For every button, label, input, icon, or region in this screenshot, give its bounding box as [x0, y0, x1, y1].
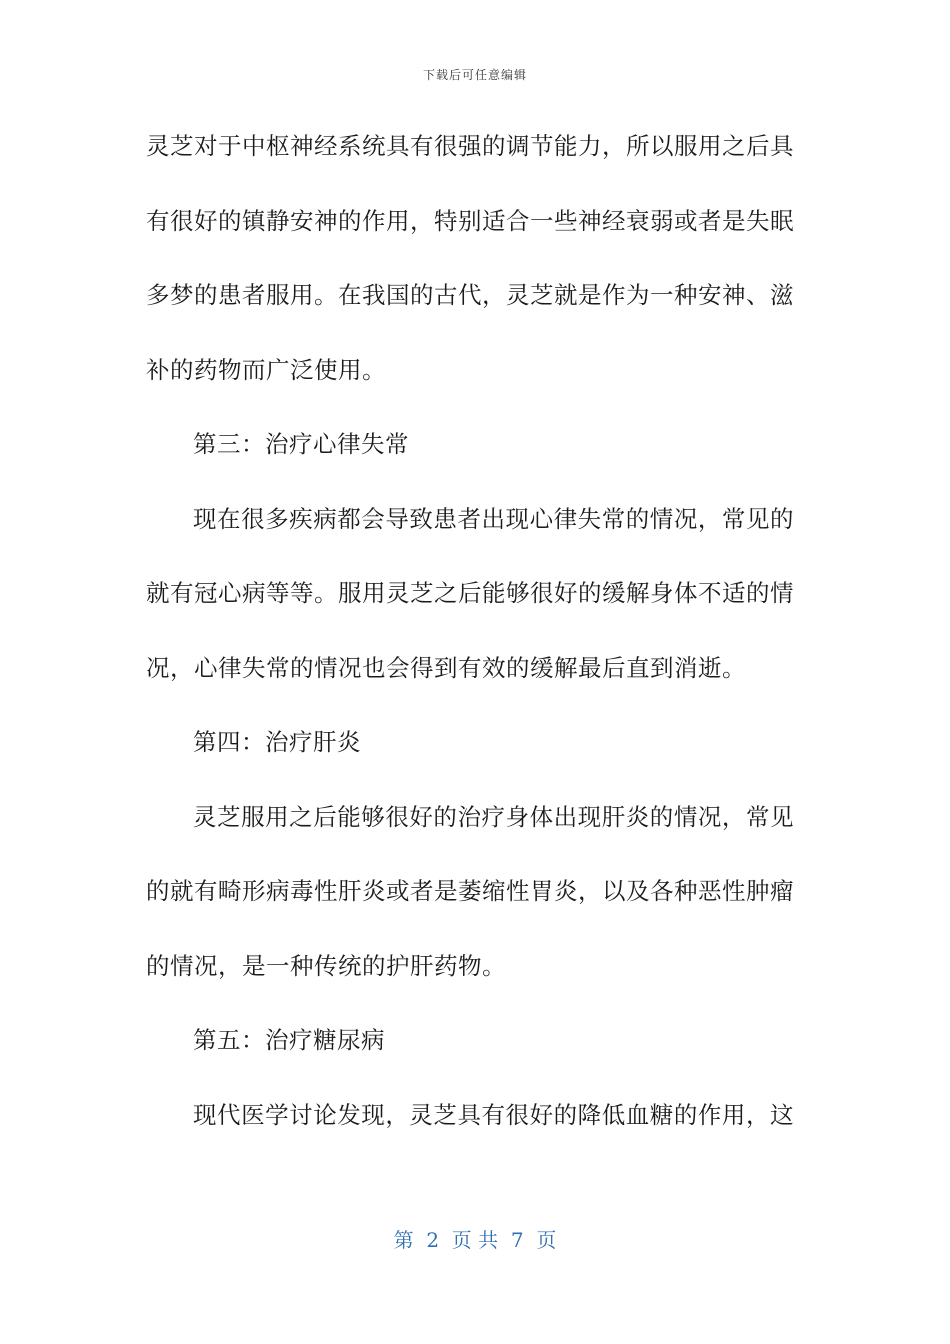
text-line: 灵芝服用之后能够很好的治疗身体出现肝炎的情况，常见	[193, 802, 794, 831]
section-heading: 第五：治疗糖尿病	[193, 1026, 385, 1054]
section-heading: 第四：治疗肝炎	[193, 728, 361, 756]
text-line: 补的药物而广泛使用。	[146, 355, 386, 384]
document-body	[146, 122, 794, 1165]
text-line: 的情况，是一种传统的护肝药物。	[146, 951, 506, 980]
text-line: 况，心律失常的情况也会得到有效的缓解最后直到消逝。	[146, 653, 746, 682]
page-number-footer: 第 2 页 共 7 页	[393, 1228, 557, 1252]
text-line: 灵芝对于中枢神经系统具有很强的调节能力，所以服用之后具	[146, 132, 794, 160]
text-line: 就有冠心病等等。服用灵芝之后能够很好的缓解身体不适的情	[146, 579, 794, 607]
text-line: 现在很多疾病都会导致患者出现心律失常的情况，常见的	[193, 504, 794, 533]
text-line: 有很好的镇静安神的作用，特别适合一些神经衰弱或者是失眠	[146, 206, 794, 235]
text-line: 现代医学讨论发现，灵芝具有很好的降低血糖的作用，这	[193, 1100, 794, 1129]
text-line: 多梦的患者服用。在我国的古代，灵芝就是作为一种安神、滋	[146, 281, 794, 309]
page-header-note: 下载后可任意编辑	[422, 68, 527, 82]
text-line: 的就有畸形病毒性肝炎或者是萎缩性胃炎，以及各种恶性肿瘤	[146, 877, 794, 905]
section-heading: 第三：治疗心律失常	[193, 430, 409, 458]
